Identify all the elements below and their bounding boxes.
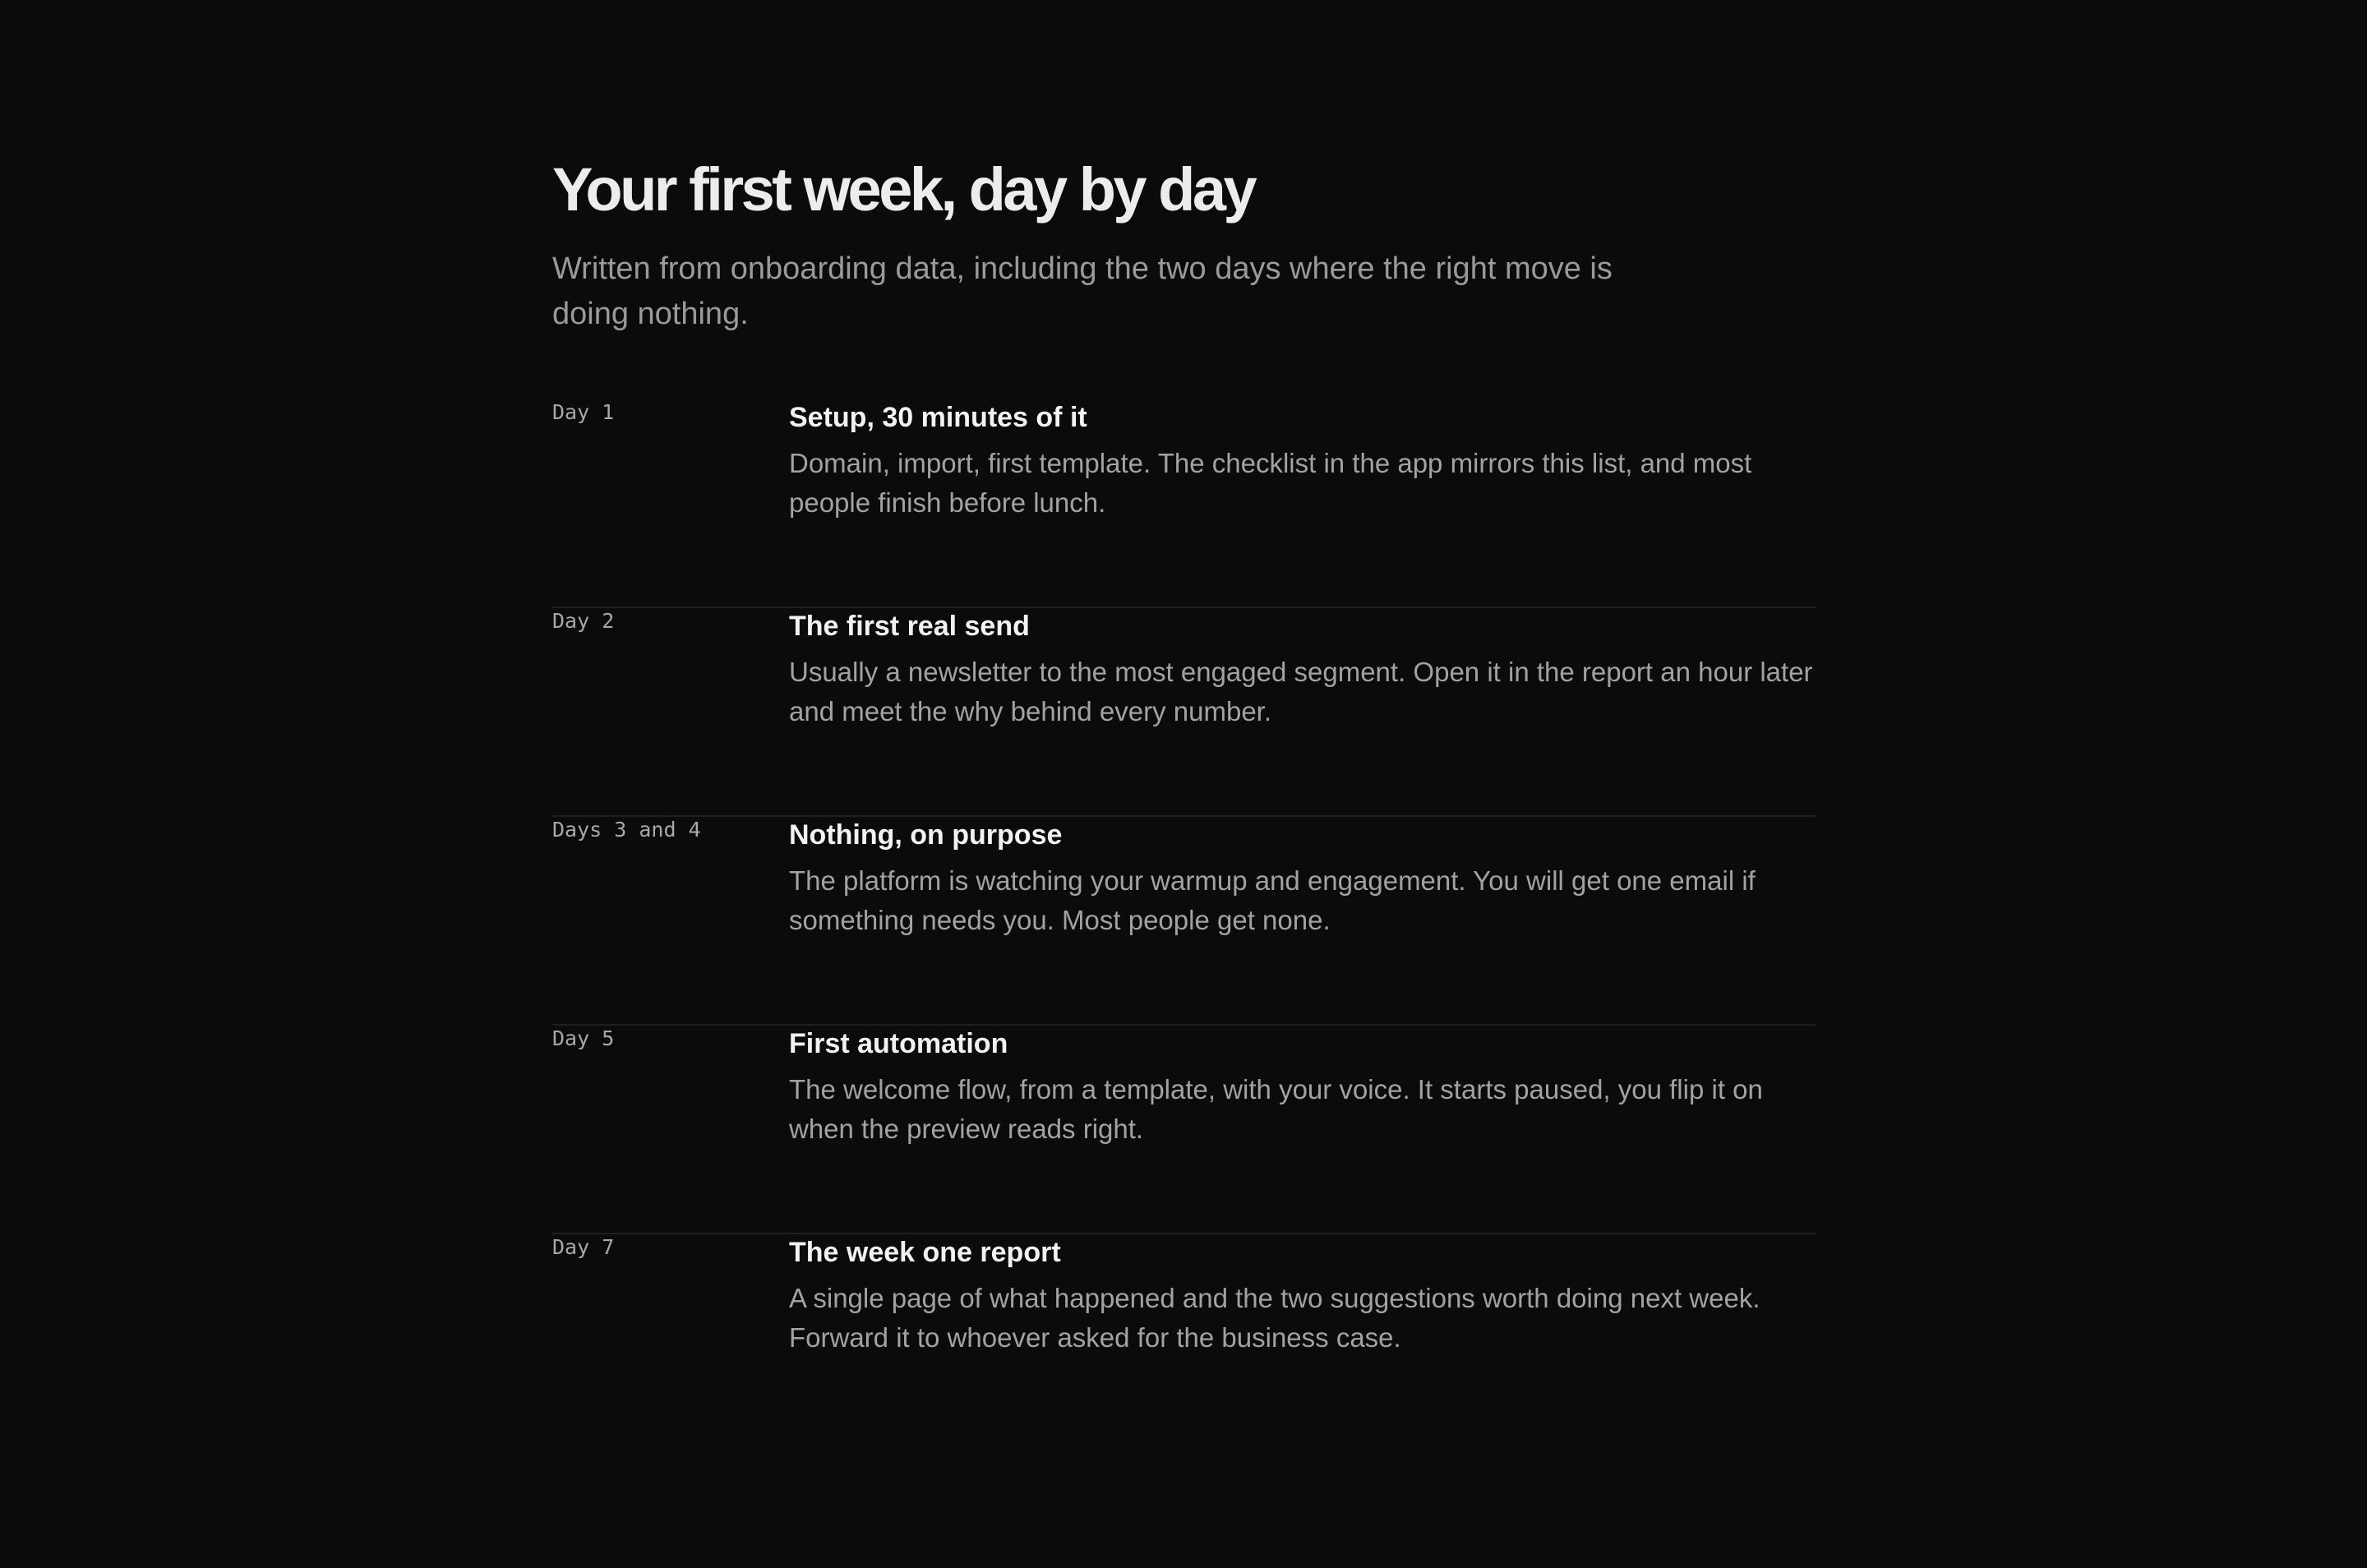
step-body <box>789 1026 1816 1149</box>
timeline-step-days-3-4 <box>552 817 1816 1026</box>
step-day-label: Day 2 <box>552 609 615 633</box>
step-day-label: Day 7 <box>552 1235 615 1259</box>
page-title: Your first week, day by day <box>552 155 1255 224</box>
timeline-step-day-5 <box>552 1026 1816 1234</box>
step-description: A single page of what happened and the two suggestions worth doing next week. Forward it to whoever asked for the business case. <box>789 1283 1760 1353</box>
step-body <box>789 608 1816 731</box>
step-title: The week one report <box>789 1237 1061 1268</box>
step-description: Usually a newsletter to the most engaged segment. Open it in the report an hour later and meet the why behind every number. <box>789 657 1813 726</box>
timeline-step-day-7 <box>552 1234 1816 1443</box>
onboarding-section <box>552 153 1816 1443</box>
week-timeline <box>552 399 1816 1443</box>
step-body <box>789 817 1816 940</box>
step-title: The first real send <box>789 611 1030 642</box>
step-day-label: Day 5 <box>552 1026 615 1050</box>
timeline-step-day-1 <box>552 399 1816 608</box>
timeline-step-day-2 <box>552 608 1816 817</box>
step-description: Domain, import, first template. The checklist in the app mirrors this list, and most people finish before lunch. <box>789 448 1752 518</box>
step-body <box>789 1234 1816 1358</box>
step-title: Nothing, on purpose <box>789 819 1063 851</box>
step-day-label: Days 3 and 4 <box>552 818 701 842</box>
step-title: Setup, 30 minutes of it <box>789 402 1087 433</box>
page-subtitle: Written from onboarding data, including the two days where the right move is doing nothing. <box>552 251 1613 331</box>
step-body <box>789 399 1816 523</box>
step-day-label: Day 1 <box>552 400 615 424</box>
step-description: The platform is watching your warmup and engagement. You will get one email if something needs you. Most people get none. <box>789 865 1756 935</box>
step-title: First automation <box>789 1028 1008 1059</box>
step-description: The welcome flow, from a template, with your voice. It starts paused, you flip it on when the preview reads right. <box>789 1074 1763 1144</box>
